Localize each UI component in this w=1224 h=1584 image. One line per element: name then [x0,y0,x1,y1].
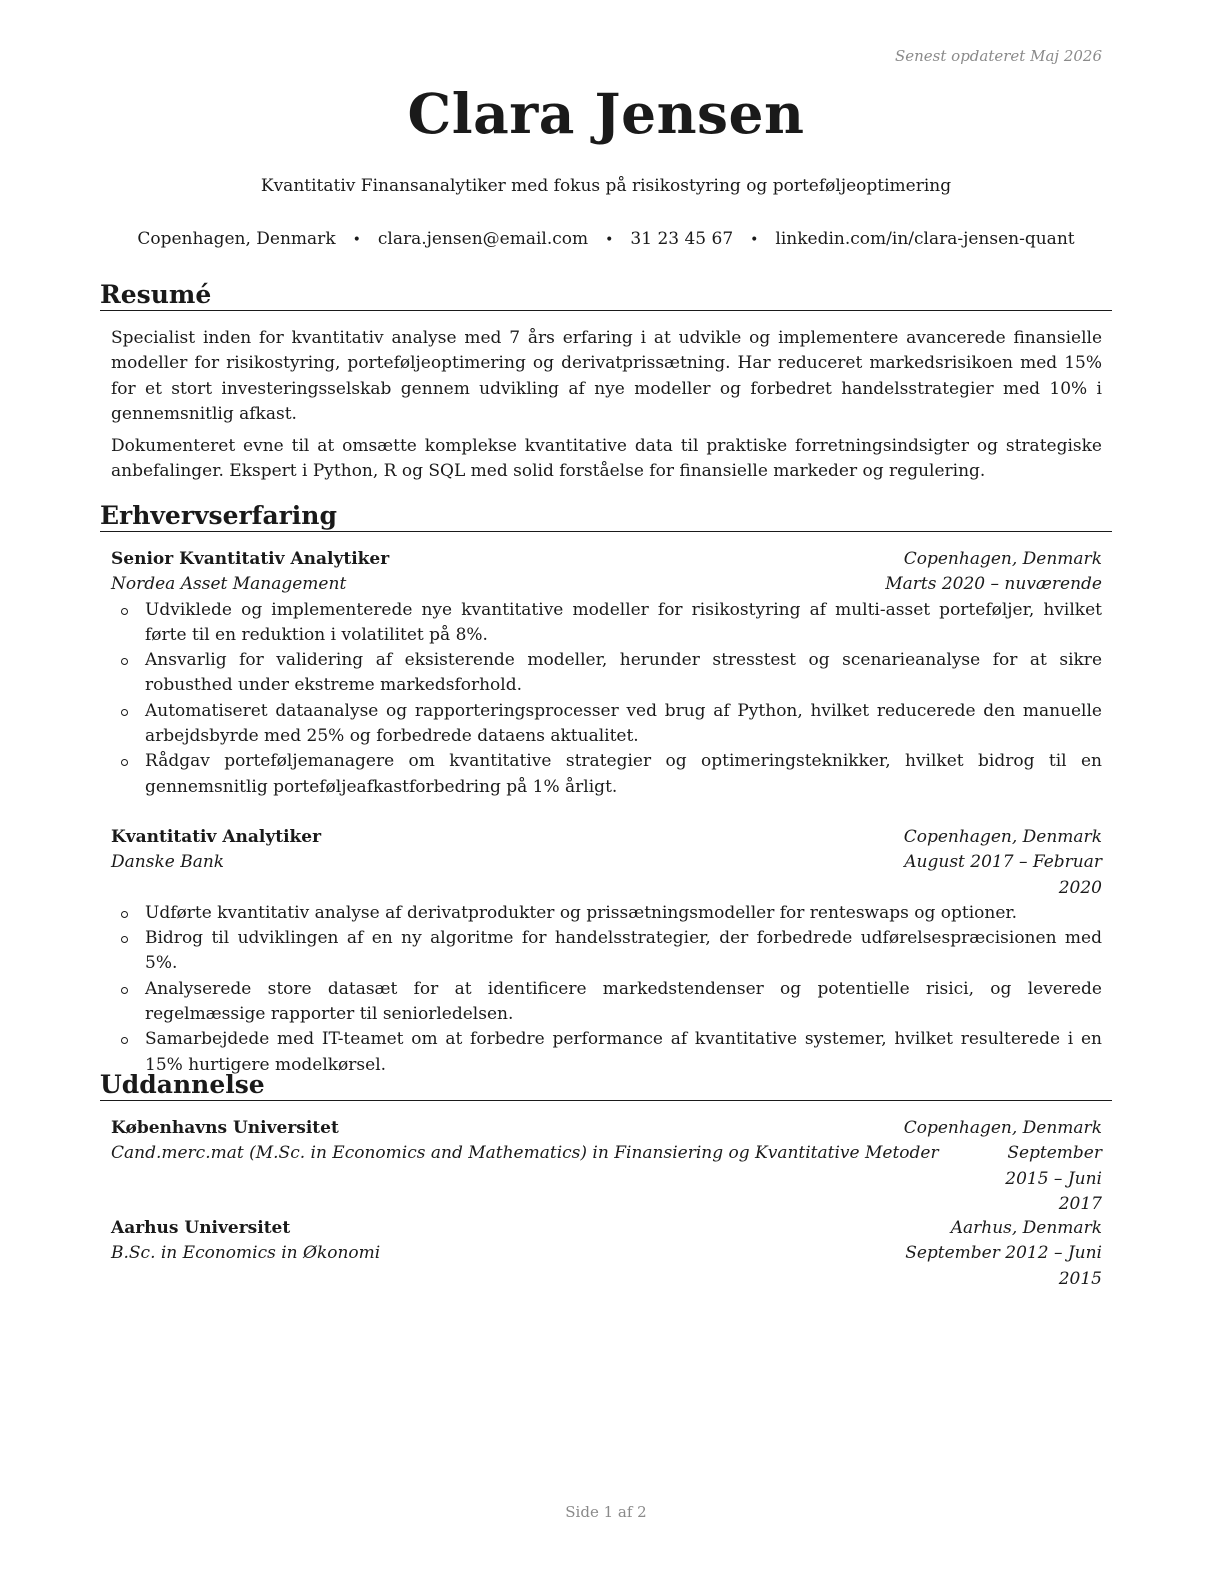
tagline: Kvantitativ Finansanalytiker med fokus på risikostyring og porteføljeoptimering [260,176,952,196]
circle-bullet-icon [121,911,128,918]
job-location: Copenhagen, Denmark [903,827,1102,847]
bullet-text: Samarbejdede med IT-teamet om at forbedre performance af kvantitative systemer, hvilket resulterede i en 15% hurtigere modelkørsel. [145,1029,1102,1075]
school-location: Copenhagen, Denmark [903,1118,1102,1138]
cv-page [100,0,1112,1584]
job-role: Senior Kvantitativ Analytiker [111,549,390,569]
job-entry [111,825,1102,1078]
page-number: Side 1 af 2 [565,1503,647,1521]
list-item [111,648,1102,699]
education-entry [111,1216,1102,1292]
job-dates: August 2017 – Februar 2020 [904,852,1102,898]
list-item [111,926,1102,977]
circle-bullet-icon [121,987,128,994]
job-dates: Marts 2020 – nuværende [885,574,1102,595]
list-item [111,699,1102,750]
last-updated: Senest opdateret Maj 2026 [894,47,1102,65]
list-item [111,901,1102,926]
contact-email[interactable]: clara.jensen@email.com [377,229,589,249]
job-entry [111,547,1102,800]
bullet-text: Rådgav porteføljemanagere om kvantitative strategier og optimeringsteknikker, hvilket bidrog til en gennemsnitlig porteføljeafkastforbedring på 1% årligt. [145,751,1102,797]
section-title-education: Uddannelse [100,1070,1112,1101]
circle-bullet-icon [121,709,128,716]
circle-bullet-icon [121,1037,128,1044]
contact-line [100,229,1112,249]
degree-name: B.Sc. in Economics in Økonomi [111,1243,381,1264]
job-location: Copenhagen, Denmark [903,549,1102,569]
job-company: Nordea Asset Management [111,574,347,595]
person-name: Clara Jensen [407,81,805,146]
section-title-resume: Resumé [100,280,1112,311]
circle-bullet-icon [121,936,128,943]
summary-paragraph: Specialist inden for kvantitativ analyse med 7 års erfaring i at udvikle og implementere avancerede finansielle modeller for risikostyring, porteføljeoptimering og derivatprissætning. Har reduceret markedsrisikoen med 15% for et stort investeringsselskab gennem udvikling af nye modeller og forbedret handelsstrategier med 10% i gennemsnitlig afkast. [111,328,1102,424]
school-name: Aarhus Universitet [111,1218,291,1238]
circle-bullet-icon [121,608,128,615]
contact-phone: 31 23 45 67 [630,229,734,249]
list-item [111,977,1102,1028]
bullet-text: Udviklede og implementerede nye kvantitative modeller for risikostyring af multi-asset porteføljer, hvilket førte til en reduktion i volatilitet på 8%. [145,599,1102,645]
degree-name: Cand.merc.mat (M.Sc. in Economics and Mathematics) in Finansiering og Kvantitative Metoder [111,1143,939,1164]
circle-bullet-icon [121,759,128,766]
job-company: Danske Bank [111,852,225,873]
bullet-text: Ansvarlig for validering af eksisterende modeller, herunder stresstest og scenarieanalyse for at sikre robusthed under ekstreme markedsforhold. [145,650,1102,696]
summary-paragraph: Dokumenteret evne til at omsætte komplekse kvantitative data til praktiske forretningsindsigter og strategiske anbefalinger. Ekspert i Python, R og SQL med solid forståelse for finansielle markeder og regulering. [111,436,1102,482]
contact-location: Copenhagen, Denmark [137,229,336,249]
job-role: Kvantitativ Analytiker [111,827,322,847]
school-dates: September 2015 – Juni 2017 [1005,1143,1102,1214]
bullet-separator: • [605,232,614,248]
job-bullets [111,901,1102,1078]
school-name: Københavns Universitet [111,1118,339,1138]
circle-bullet-icon [121,658,128,665]
bullet-text: Bidrog til udviklingen af en ny algoritme for handelsstrategier, der forbedrede udførelsespræcisionen med 5%. [145,928,1102,974]
education-entry [111,1116,1102,1217]
school-location: Aarhus, Denmark [950,1218,1102,1238]
job-bullets [111,598,1102,800]
bullet-separator: • [352,232,361,248]
bullet-text: Analyserede store datasæt for at identificere markedstendenser og potentielle risici, og leverede regelmæssige rapporter til seniorledelsen. [145,978,1102,1025]
section-title-experience: Erhvervserfaring [100,501,1112,532]
bullet-separator: • [750,232,759,248]
list-item [111,598,1102,649]
contact-linkedin[interactable]: linkedin.com/in/clara-jensen-quant [775,229,1075,249]
bullet-text: Automatiseret dataanalyse og rapporteringsprocesser ved brug af Python, hvilket reducerede den manuelle arbejdsbyrde med 25% og forbedrede dataens aktualitet. [145,700,1102,747]
list-item [111,749,1102,800]
school-dates: September 2012 – Juni 2015 [905,1243,1102,1289]
bullet-text: Udførte kvantitativ analyse af derivatprodukter og prissætningsmodeller for renteswaps og optioner. [145,902,1018,923]
